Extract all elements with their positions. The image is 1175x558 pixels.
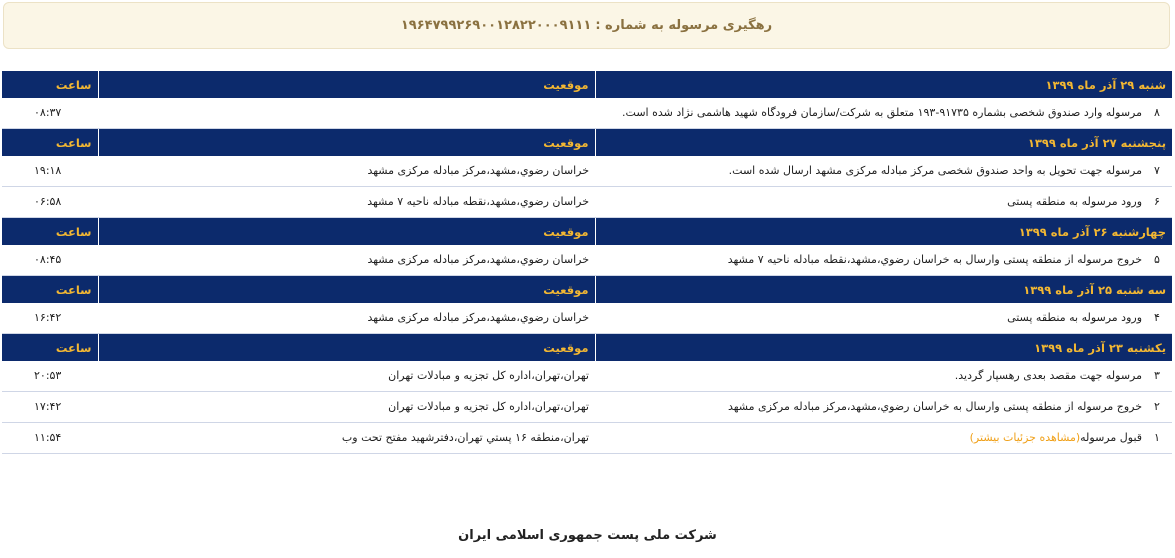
date-header-row [2,129,1172,157]
event-description: ورود مرسوله به منطقه پستی [1007,311,1143,324]
location-column-header: موقعیت [98,276,595,304]
time-column-header: ساعت [2,129,98,157]
event-description: خروج مرسوله از منطقه پستی وارسال به خراسان رضوي،مشهد،نقطه مبادله ناحیه ۷ مشهد [727,253,1143,266]
event-description: مرسوله جهت تحویل به واحد صندوق شخصی مرکز مبادله مرکزی مشهد ارسال شده است. [728,164,1143,177]
event-row [2,98,1172,129]
event-time: ۱۶:۴۲ [2,303,98,334]
event-location: خراسان رضوي،مشهد،نقطه مبادله ناحیه ۷ مشهد [98,187,595,218]
event-time: ۱۱:۵۴ [2,423,98,454]
event-description: خروج مرسوله از منطقه پستی وارسال به خراسان رضوي،مشهد،مرکز مبادله مرکزی مشهد [727,400,1143,413]
date-header: چهارشنبه ۲۶ آذر ماه ۱۳۹۹ [595,218,1172,246]
tracking-banner [3,2,1170,49]
event-index: ۵ [1142,245,1172,276]
event-description-cell [595,156,1142,187]
event-time: ۰۸:۴۵ [2,245,98,276]
more-details-link[interactable]: (مشاهده جزئیات بیشتر) [969,431,1081,444]
event-location: خراسان رضوي،مشهد،مرکز مبادله مرکزی مشهد [98,156,595,187]
event-row [2,245,1172,276]
event-description-cell [595,392,1142,423]
event-row [2,361,1172,392]
event-location: تهران،تهران،اداره کل تجزیه و مبادلات تهران [98,361,595,392]
event-index: ۱ [1142,423,1172,454]
event-index: ۷ [1142,156,1172,187]
date-header: شنبه ۲۹ آذر ماه ۱۳۹۹ [595,71,1172,99]
tracking-number: ۱۹۶۴۷۹۹۲۶۹۰۰۱۲۸۲۲۰۰۰۹۱۱۱ [400,18,592,33]
time-column-header: ساعت [2,218,98,246]
date-header-row [2,276,1172,304]
time-column-header: ساعت [2,276,98,304]
event-time: ۰۶:۵۸ [2,187,98,218]
event-description: مرسوله جهت مقصد بعدی رهسپار گردید. [954,369,1143,382]
date-header: سه شنبه ۲۵ آذر ماه ۱۳۹۹ [595,276,1172,304]
event-index: ۸ [1142,98,1172,129]
tracking-table [2,70,1172,454]
event-location: تهران،منطقه ۱۶ پستي تهران،دفترشهید مفتح تحت وب [98,423,595,454]
event-row [2,156,1172,187]
time-column-header: ساعت [2,334,98,362]
event-row [2,423,1172,454]
location-column-header: موقعیت [98,218,595,246]
time-column-header: ساعت [2,71,98,99]
event-row [2,392,1172,423]
location-column-header: موقعیت [98,71,595,99]
date-header: یکشنبه ۲۳ آذر ماه ۱۳۹۹ [595,334,1172,362]
event-description-cell [595,361,1142,392]
event-row [2,303,1172,334]
event-row [2,187,1172,218]
event-location [98,98,595,129]
event-time: ۲۰:۵۳ [2,361,98,392]
event-index: ۶ [1142,187,1172,218]
date-header-row [2,334,1172,362]
event-time: ۰۸:۳۷ [2,98,98,129]
event-location: خراسان رضوي،مشهد،مرکز مبادله مرکزی مشهد [98,245,595,276]
date-header: پنجشنبه ۲۷ آذر ماه ۱۳۹۹ [595,129,1172,157]
event-index: ۲ [1142,392,1172,423]
location-column-header: موقعیت [98,129,595,157]
event-description: قبول مرسوله [1080,431,1143,444]
event-time: ۱۹:۱۸ [2,156,98,187]
event-location: خراسان رضوي،مشهد،مرکز مبادله مرکزی مشهد [98,303,595,334]
event-index: ۳ [1142,361,1172,392]
event-description-cell [595,423,1142,454]
event-description-cell [595,245,1142,276]
event-description-cell [595,98,1142,129]
event-description-cell [595,303,1142,334]
event-description-cell [595,187,1142,218]
event-index: ۴ [1142,303,1172,334]
event-time: ۱۷:۴۲ [2,392,98,423]
date-header-row [2,218,1172,246]
footer-company-name: شرکت ملی پست جمهوری اسلامی ایران [458,528,717,543]
event-location: تهران،تهران،اداره کل تجزیه و مبادلات تهران [98,392,595,423]
date-header-row [2,71,1172,99]
event-description: مرسوله وارد صندوق شخصی بشماره ۹۱۷۳۵-۱۹۳ متعلق به شرکت/سازمان فرودگاه شهید هاشمی نژاد شده است. [622,106,1143,119]
event-description: ورود مرسوله به منطقه پستی [1007,195,1143,208]
tracking-title: رهگیری مرسوله به شماره : [595,18,773,33]
location-column-header: موقعیت [98,334,595,362]
